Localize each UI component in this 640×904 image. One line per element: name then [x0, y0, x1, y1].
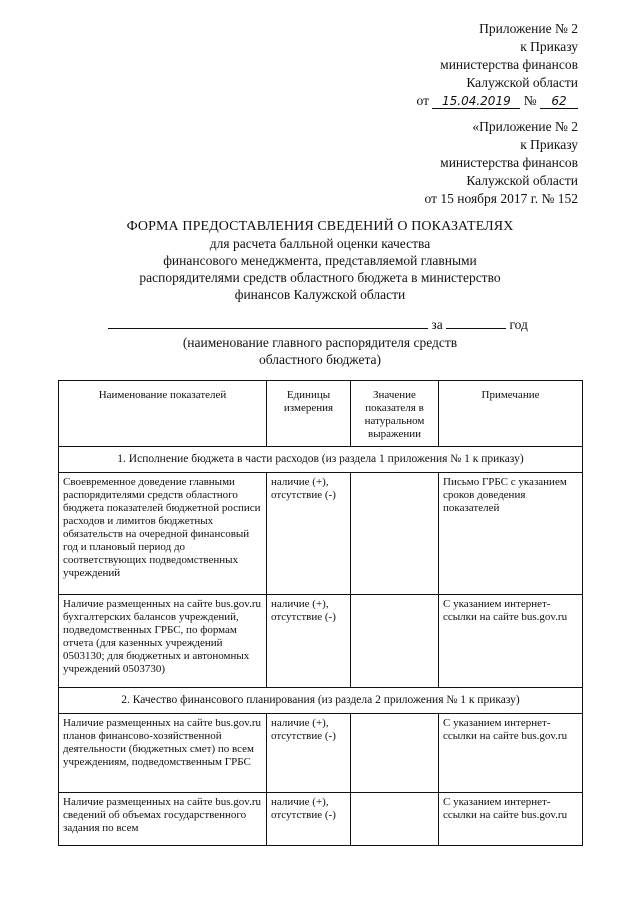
section-row: [59, 447, 583, 473]
header-line: министерства финансов: [440, 57, 578, 72]
header-line: к Приказу: [520, 137, 578, 152]
indicators-table: [58, 380, 583, 846]
caption-line: (наименование главного распорядителя средств: [182, 335, 458, 350]
value-cell: [351, 473, 439, 595]
value-cell: [351, 793, 439, 846]
value-cell: [351, 714, 439, 793]
note-cell: С указанием интернет-ссылки на сайте bus.gov.ru: [439, 793, 583, 846]
header-date-line: [417, 92, 579, 110]
table-row: [59, 714, 583, 793]
title-line: распорядителями средств областного бюджета в министерство: [139, 270, 501, 285]
table-row: [59, 793, 583, 846]
header-cell: Единицы измерения: [267, 381, 351, 447]
note-cell: С указанием интернет-ссылки на сайте bus.gov.ru: [439, 595, 583, 688]
handwritten-number: 62: [540, 94, 578, 109]
from-label: от: [416, 93, 429, 108]
form-title: [60, 218, 580, 303]
table-row: [59, 473, 583, 595]
title-line: финансового менеджмента, представляемой главными: [163, 253, 477, 268]
note-cell: С указанием интернет-ссылки на сайте bus.gov.ru: [439, 714, 583, 793]
table-header-row: [59, 381, 583, 447]
unit-cell: наличие (+), отсутствие (-): [267, 714, 351, 793]
value-cell: [351, 595, 439, 688]
header-line: «Приложение № 2: [472, 119, 578, 134]
indicator-name: Наличие размещенных на сайте bus.gov.ru бухгалтерских балансов учреждений, подведомственных ГРБС, по формам отчета (для казенных учреждений 0503130; для бюджетных и автономных учреждений 0503730): [59, 595, 267, 688]
handwritten-date: 15.04.2019: [432, 94, 520, 109]
indicator-name: Наличие размещенных на сайте bus.gov.ru планов финансово-хозяйственной деятельности (бюджетных смет) по всем учреждениям, подведомственным ГРБС: [59, 714, 267, 793]
order-header: [417, 20, 579, 110]
table-row: [59, 595, 583, 688]
header-line: к Приказу: [520, 39, 578, 54]
indicator-name: Своевременное доведение главными распорядителями средств областного бюджета показателей бюджетной росписи расходов и лимитов бюджетных обязательств на очередной финансовый год и плановый период до соответствующих подведомственных учреждений: [59, 473, 267, 595]
title-main: ФОРМА ПРЕДОСТАВЛЕНИЯ СВЕДЕНИЙ О ПОКАЗАТЕЛЯХ: [126, 219, 514, 234]
fill-in-caption: [60, 334, 580, 368]
za-label: за: [431, 317, 443, 332]
section-row: [59, 688, 583, 714]
header-line: от 15 ноября 2017 г. № 152: [424, 191, 578, 206]
title-line: финансов Калужской области: [234, 287, 406, 302]
header-line: Приложение № 2: [479, 21, 578, 36]
header-line: министерства финансов: [440, 155, 578, 170]
year-blank: [446, 316, 506, 329]
header-line: Калужской области: [466, 75, 578, 90]
header-cell: Примечание: [439, 381, 583, 447]
number-label: №: [523, 93, 537, 108]
section-heading: 1. Исполнение бюджета в части расходов (из раздела 1 приложения № 1 к приказу): [59, 447, 583, 473]
unit-cell: наличие (+), отсутствие (-): [267, 793, 351, 846]
appendix-header: [425, 118, 579, 208]
section-heading: 2. Качество финансового планирования (из раздела 2 приложения № 1 к приказу): [59, 688, 583, 714]
header-cell: Наименование показателей: [59, 381, 267, 447]
unit-cell: наличие (+), отсутствие (-): [267, 473, 351, 595]
distributor-name-blank: [108, 316, 428, 329]
header-line: Калужской области: [466, 173, 578, 188]
header-cell: Значение показателя в натуральном выражении: [351, 381, 439, 447]
god-label: год: [509, 317, 528, 332]
fill-in-line: [108, 316, 548, 333]
indicator-name: Наличие размещенных на сайте bus.gov.ru сведений об объемах государственного задания по всем: [59, 793, 267, 846]
caption-line: областного бюджета): [258, 352, 382, 367]
note-cell: Письмо ГРБС с указанием сроков доведения показателей: [439, 473, 583, 595]
title-line: для расчета балльной оценки качества: [209, 236, 431, 251]
unit-cell: наличие (+), отсутствие (-): [267, 595, 351, 688]
